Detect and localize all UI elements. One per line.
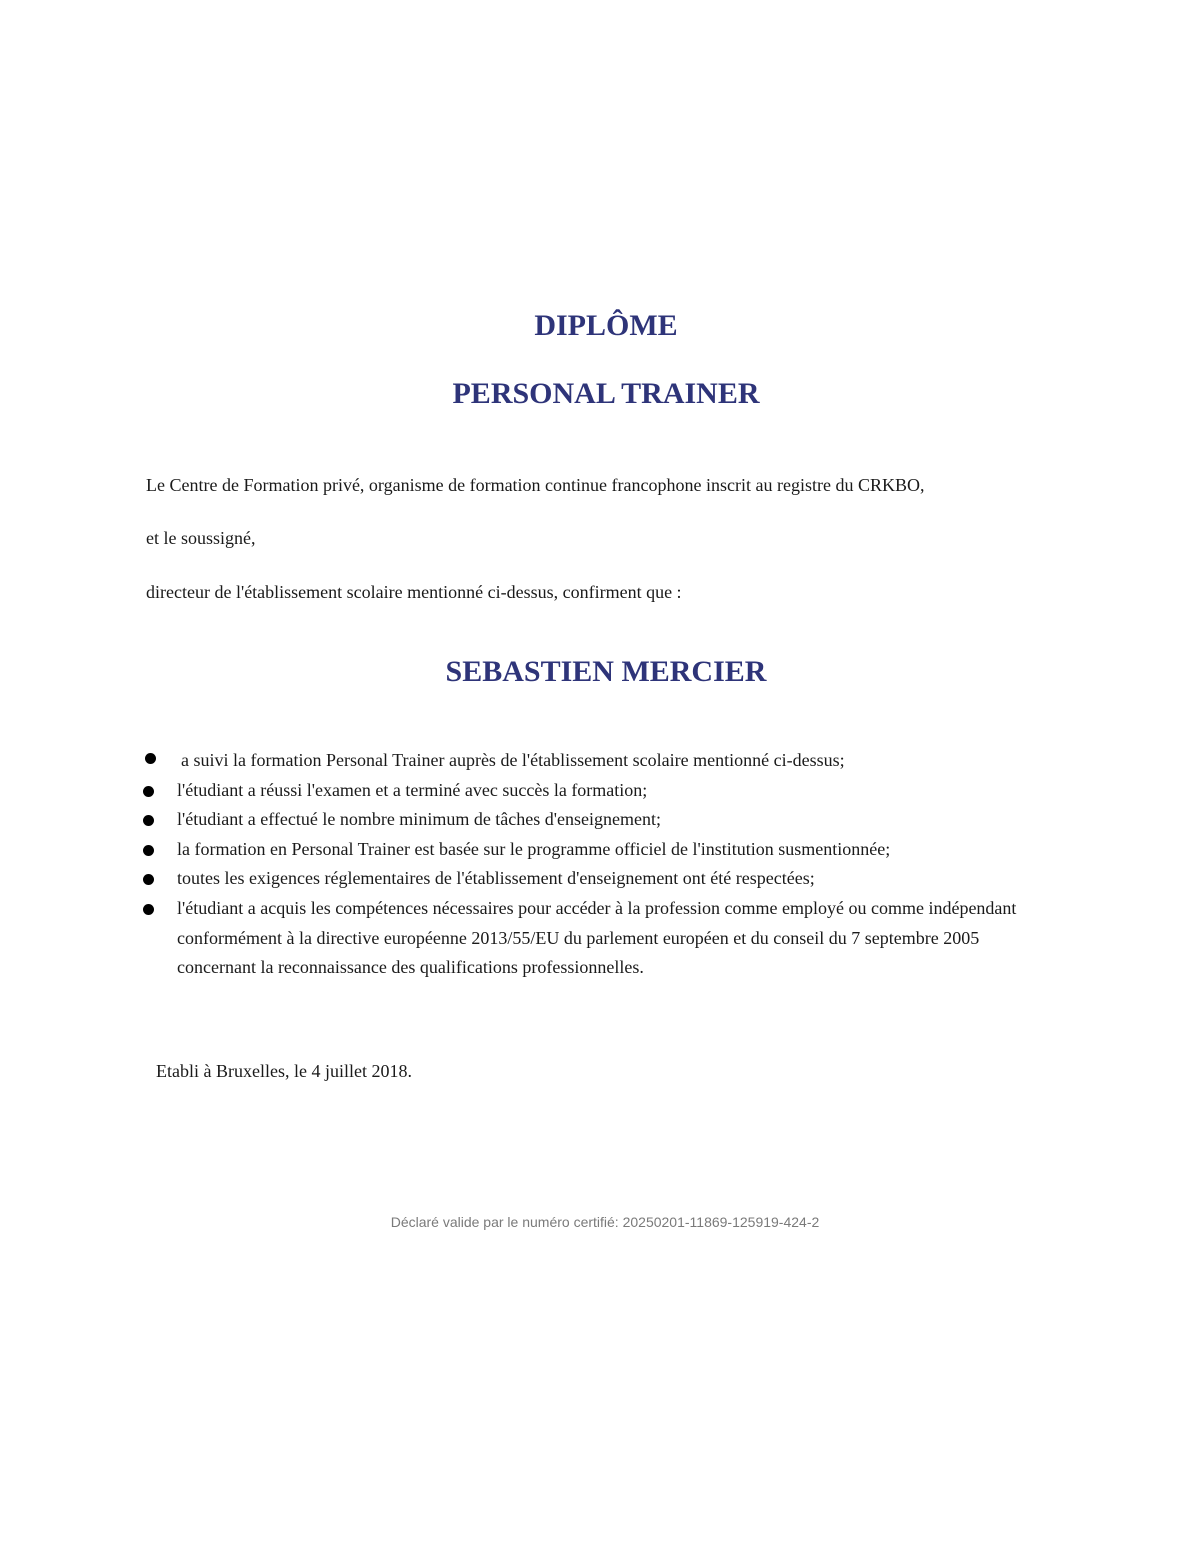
statement-text: l'étudiant a acquis les compétences nécessaires pour accéder à la profession comme employé ou comme indépendant conformément à la directive européenne 2013/55/EU du parlement européen et du conseil du 7 septembre 2005 concernant la reconnaissance des qualifications professionnelles. xyxy=(177,897,1017,978)
bullet-dot-icon xyxy=(143,904,154,915)
list-item xyxy=(140,776,1060,806)
statement-text: l'étudiant a réussi l'examen et a terminé avec succès la formation; xyxy=(177,779,648,800)
statement-text: a suivi la formation Personal Trainer auprès de l'établissement scolaire mentionné ci-dessus; xyxy=(181,750,845,770)
list-item xyxy=(140,894,1060,983)
intro-line-director: directeur de l'établissement scolaire mentionné ci-dessus, confirment que : xyxy=(146,582,682,602)
place-date: Etabli à Bruxelles, le 4 juillet 2018. xyxy=(156,1061,412,1081)
certification-number: Déclaré valide par le numéro certifié: 20250201-11869-125919-424-2 xyxy=(390,1214,820,1230)
intro-line-signatory: et le soussigné, xyxy=(146,528,256,548)
list-item xyxy=(140,864,1060,894)
intro-line-institution: Le Centre de Formation privé, organisme de formation continue francophone inscrit au registre du CRKBO, xyxy=(146,475,925,495)
statement-text: toutes les exigences réglementaires de l'établissement d'enseignement ont été respectées; xyxy=(177,868,815,889)
bullet-dot-icon xyxy=(145,753,156,764)
statement-text: la formation en Personal Trainer est basée sur le programme officiel de l'institution susmentionnée; xyxy=(177,838,891,859)
statement-text: l'étudiant a effectué le nombre minimum de tâches d'enseignement; xyxy=(177,809,661,830)
recipient-name: SEBASTIEN MERCIER xyxy=(445,655,767,688)
diploma-title: DIPLÔME xyxy=(534,309,678,342)
list-item xyxy=(140,835,1060,865)
bullet-dot-icon xyxy=(143,874,154,885)
list-item xyxy=(140,746,1060,776)
bullet-dot-icon xyxy=(143,845,154,856)
list-item xyxy=(140,805,1060,835)
bullet-dot-icon xyxy=(143,786,154,797)
diploma-subtitle: PERSONAL TRAINER xyxy=(452,377,760,410)
bullet-dot-icon xyxy=(143,815,154,826)
statements-list xyxy=(140,746,1060,983)
